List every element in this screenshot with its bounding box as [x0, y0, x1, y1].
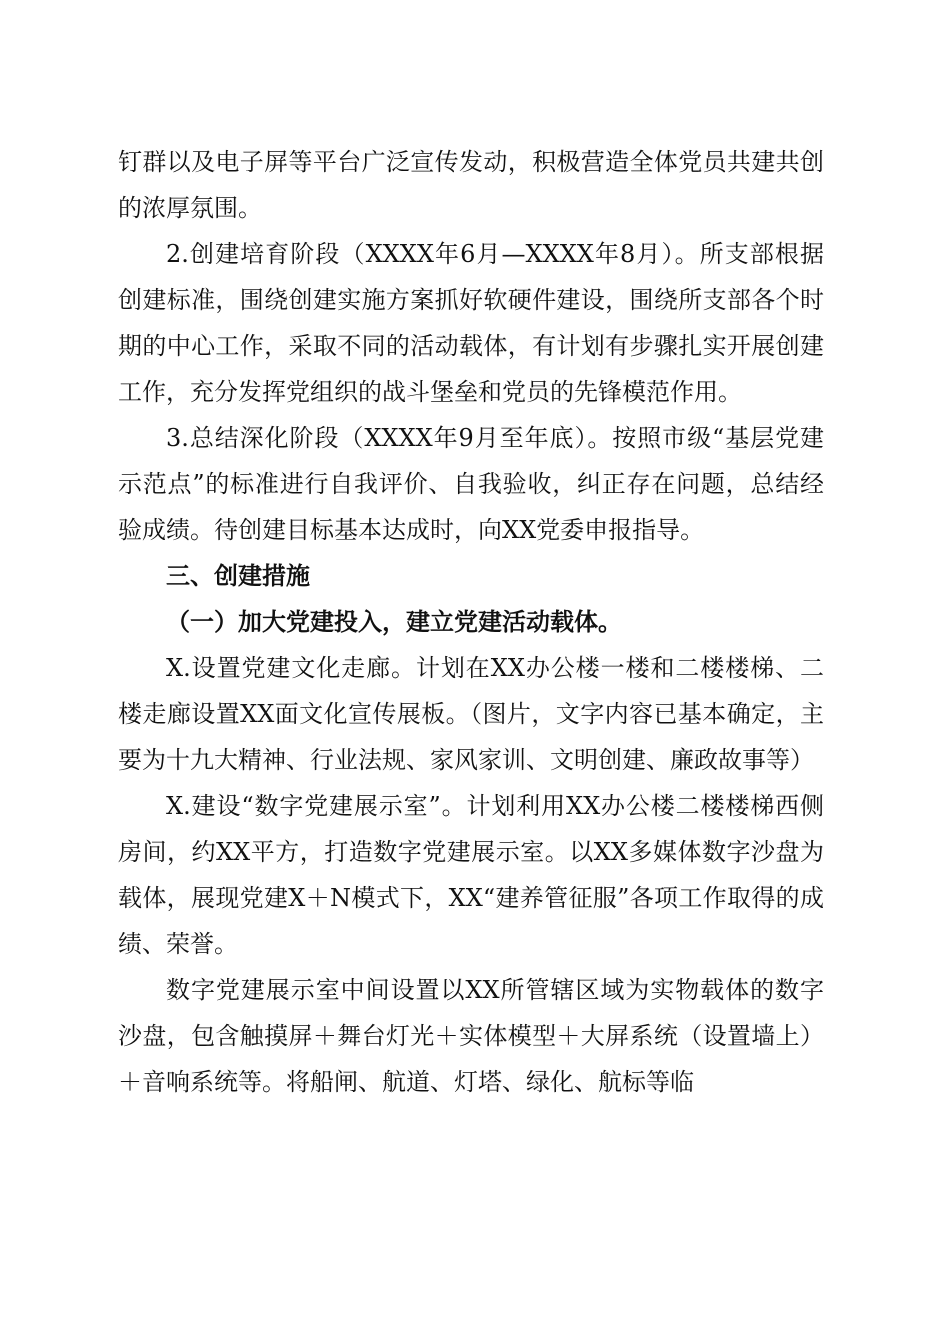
document-body: [118, 139, 824, 1105]
paragraph-continuation: 钉群以及电子屏等平台广泛宣传发动，积极营造全体党员共建共创的浓厚氛围。: [118, 148, 824, 222]
section-heading: 三、创建措施: [166, 562, 310, 590]
subsection-heading: （一）加大党建投入，建立党建活动载体。: [166, 607, 622, 636]
paragraph-digital-sandbox: 数字党建展示室中间设置以XX所管辖区域为实物载体的数字沙盘，包含触摸屏＋舞台灯光＋实体模型＋大屏系统（设置墙上）＋音响系统等。将船闸、航道、灯塔、绿化、航标等临: [118, 976, 824, 1096]
paragraph-culture-corridor: X.设置党建文化走廊。计划在XX办公楼一楼和二楼楼梯、二楼走廊设置XX面文化宣传展板。（图片，文字内容已基本确定，主要为十九大精神、行业法规、家风家训、文明创建、廉政故事等）: [118, 654, 824, 774]
paragraph-stage-2: 2.创建培育阶段（XXXX年6月—XXXX年8月）。所支部根据创建标准，围绕创建实施方案抓好软硬件建设，围绕所支部各个时期的中心工作，采取不同的活动载体，有计划有步骤扎实开展创建工作，充分发挥党组织的战斗堡垒和党员的先锋模范作用。: [118, 240, 824, 406]
paragraph-stage-3: 3.总结深化阶段（XXXX年9月至年底）。按照市级“基层党建示范点”的标准进行自我评价、自我验收，纠正存在问题，总结经验成绩。待创建目标基本达成时，向XX党委申报指导。: [118, 424, 824, 544]
paragraph-display-room: X.建设“数字党建展示室”。计划利用XX办公楼二楼楼梯西侧房间，约XX平方，打造数字党建展示室。以XX多媒体数字沙盘为载体，展现党建X＋N模式下，XX“建养管征服”各项工作取得的成绩、荣誉。: [118, 792, 824, 958]
